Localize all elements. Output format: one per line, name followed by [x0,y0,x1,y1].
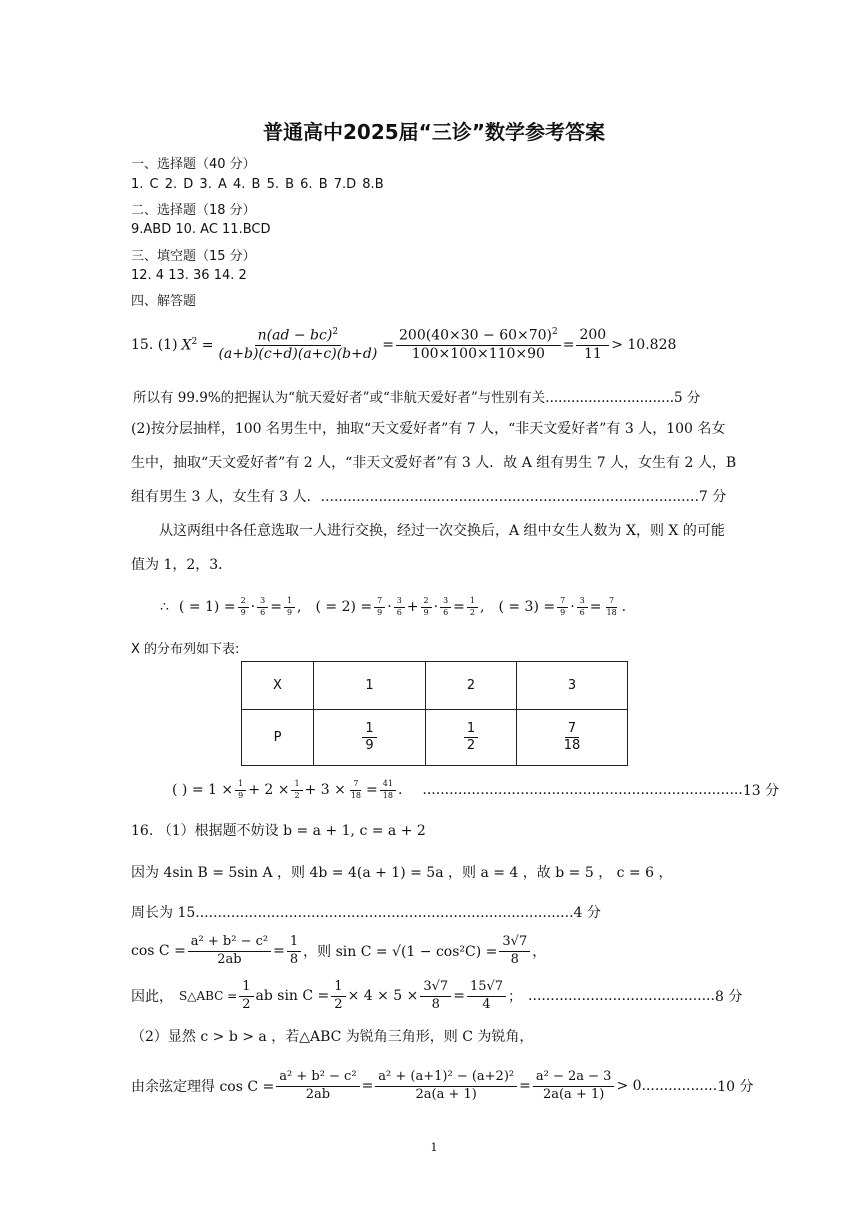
sin-value: $\frac{3√7}{8}$ [499,935,530,967]
area-half-2: $\frac{1}{2}$ [331,980,345,1012]
cos-label: cos C = [131,943,186,959]
cos-value: $\frac{1}{8}$ [287,935,301,967]
q15-calc-den: 100×100×110×90 [411,345,545,362]
expect-eq: = [366,782,378,798]
q15-expectation-line: ( ) = 1 × $\frac{1}{9}$ + 2 × $\frac{1}{2}$ + 3 × $\frac{7}{18}$ = $\frac{41}{18}$ . ........................................................................ 13 分 [172,778,780,800]
table-p-value: $\frac{1}{2}$ [426,710,517,766]
q15-result-fraction [576,328,609,362]
p1-label: ( = 1) = [178,599,236,615]
q16-line1: 16. （1）根据题不妨设 b = a + 1, c = a + 2 [131,823,426,839]
therefore-symbol: ∴ [160,599,169,615]
table-x-value: 2 [426,662,517,710]
table-row [242,662,628,710]
p2-result: $\frac{1}{2}$ [467,597,478,618]
q15-conclusion-line: 所以有 99.9%的把握认为“航天爱好者”或“非航天爱好者”与性别有关..............................5 分 [133,390,701,406]
q15-part2-paragraph: (2)按分层抽样，100 名男生中，抽取“天文爱好者”有 7 人，“非天文爱好者”有 3 人，100 名女生中，抽取“天文爱好者”有 2 人，“非天文爱好者”有 3 人．故 A 组有男生 7 人，女生有 2 人，B 组有男生 3 人，女生有 3 人．.....................................................................................7 分 [131,421,737,505]
cos-fraction: $\frac{\text{a² + b² − c²}}{2ab}$ [188,935,271,967]
expectation-label: ( ) = 1 × [172,782,234,798]
q15-formula-fraction: $\frac{n(ad - bc)^2}{(a+b)(c+d)(a+c)(b+d)}$ [218,326,378,362]
law-frac-1: $\frac{\text{a² + b² − c²}}{2ab}$ [276,1070,359,1102]
q15-probability-line: ∴ ( = 1) = $\frac{2}{9}$ · $\frac{3}{6}$ = $\frac{1}{9}$ , ( = 2) = $\frac{7}{9}$ · $\frac{3}{6}$ + $\frac{2}{9}$ · $\frac{3}{6}$ = $\frac{1}{2}$ , ( = 3) = $\frac{7}{9}$ · $\frac{3}{6}$ = $\frac{7}{18}$ . [160,595,627,617]
law-prefix: 由余弦定理得 cos C = [131,1079,275,1095]
q15-score-5: 5 分 [674,390,701,406]
section2-heading: 二、选择题（18 分） [131,203,256,218]
q15-result-num: 200 [576,328,609,345]
p2-label: ( = 2) = [315,599,373,615]
expect-frac-3: $\frac{7}{18}$ [350,778,362,800]
expect-mid1: + 2 × [248,782,290,798]
table-x-value: 3 [517,662,628,710]
q15-result-den: 11 [583,345,602,362]
table-caption: X 的分布列如下表: [131,642,240,657]
area-sin: $\frac{3√7}{8}$ [420,980,451,1012]
q16-perimeter: 周长为 15 [131,905,196,921]
q15-compare: > 10.828 [611,337,677,353]
area-mid: ab sin C = [255,988,330,1004]
q15-exchange-paragraph: 从这两组中各任意选取一人进行交换，经过一次交换后，A 组中女生人数为 X，则 X 的可能值为 1，2，3． [131,523,725,573]
table-row [242,710,628,766]
expect-result: $\frac{41}{18}$ [380,780,396,801]
law-frac-3: $\frac{\text{a² − 2a − 3}}{2a(a + 1)}$ [533,1070,615,1102]
q15-chi-square-line: 15. (1) $X^2$ = $\frac{n(ad - bc)^2}{(a+b)(c+d)(a+c)(b+d)}$ = $\frac{200(40\times 30 - 60\times 70)^2}{100\times 100\times 110\times 90}$ = $\frac{200}{11}$ > 10.828 [131,326,677,362]
p3-factor2: $\frac{3}{6}$ [577,597,588,618]
q16-score-8: 8 分 [714,989,743,1005]
section3-answers: 12. 4 13. 36 14. 2 [131,268,247,283]
q16-law-line: 由余弦定理得 cos C = $\frac{\text{a² + b² − c²}}{2ab}$ = $\frac{\text{a² + (a+1)² − (a+2)²}}{2a(a + 1)}$ = $\frac{\text{a² − 2a − 3}}{2a(a + 1)}$ > 0 ................. 10 分 [131,1069,754,1102]
area-result: $\frac{15√7}{4}$ [467,980,506,1012]
q16-score-10: 10 分 [717,1079,754,1095]
q15-formula-den: (a+b)(c+d)(a+c)(b+d) [218,345,378,362]
table-p-value: $\frac{7}{18}$ [517,710,628,766]
law-compare: > 0 [616,1078,642,1094]
section4-heading: 四、解答题 [131,294,197,309]
q15-part2-text: (2)按分层抽样，100 名男生中，抽取“天文爱好者”有 7 人，“非天文爱好者”有 3 人，100 名女生中，抽取“天文爱好者”有 2 人，“非天文爱好者”有 3 人．故 A 组有男生 7 人，女生有 2 人，B 组有男生 3 人，女生有 3 人． [131,421,737,505]
q16-perimeter-line: 周长为 15.....................................................................................4 分 [131,905,601,921]
q16-area-line: 因此， S△ABC = $\frac{1}{2}$ ab sin C = $\frac{1}{2}$ × 4 × 5 × $\frac{3√7}{8}$ = $\frac{15√7}{4}$ ； .......................................... 8 分 [131,979,743,1012]
law-frac-2: $\frac{\text{a² + (a+1)² − (a+2)²}}{2a(a + 1)}$ [375,1070,517,1102]
expect-frac-1: $\frac{1}{9}$ [235,780,246,801]
q15-calc-num: 200(40×30 − 60×70) [399,327,553,344]
table-x-value: 1 [314,662,426,710]
q15-score-13: 13 分 [742,783,780,799]
area-prefix: 因此， [131,989,173,1005]
p2-factor2: $\frac{3}{6}$ [394,597,405,618]
q15-conclusion: 所以有 99.9%的把握认为“航天爱好者”或“非航天爱好者”与性别有关 [133,390,546,406]
expect-frac-2: $\frac{1}{2}$ [291,780,302,801]
section1-heading: 一、选择题（40 分） [131,157,256,172]
p1-result: $\frac{1}{9}$ [284,597,295,618]
table-p-value: $\frac{1}{9}$ [314,710,426,766]
q16-score-4: 4 分 [573,905,601,921]
p1-factor1: $\frac{2}{9}$ [238,597,249,618]
p1-factor2: $\frac{3}{6}$ [257,597,268,618]
area-mid2: × 4 × 5 × [347,988,419,1004]
q16-part2: （2）显然 c > b > a ，若△ABC 为锐角三角形，则 C 为锐角， [131,1029,534,1045]
p2-factor3: $\frac{2}{9}$ [421,597,432,618]
q15-label: 15. (1) [131,337,178,353]
sin-text: ，则 sin C = √(1 − cos²C) = [303,944,498,960]
q15-score-7: 7 分 [698,489,727,505]
q15-formula-num: n(ad − bc) [257,327,333,344]
distribution-table [241,661,628,766]
section3-heading: 三、填空题（15 分） [131,249,256,264]
p3-factor1: $\frac{7}{9}$ [557,597,568,618]
p2-factor4: $\frac{3}{6}$ [440,597,451,618]
p3-result: $\frac{7}{18}$ [606,595,617,617]
area-label: S△ABC = [179,989,238,1003]
q16-line2: 因为 4sin B = 5sin A ，则 4b = 4(a + 1) = 5a ，则 a = 4 ，故 b = 5 ， c = 6 ， [131,865,673,881]
page-title: 普通高中2025届“三诊”数学参考答案 [263,120,605,144]
p3-label: ( = 3) = [498,599,556,615]
section2-answers: 9.ABD 10. AC 11.BCD [131,222,271,237]
q15-calc-fraction: $\frac{200(40\times 30 - 60\times 70)^2}{100\times 100\times 110\times 90}$ [396,328,561,362]
area-half: $\frac{1}{2}$ [239,980,253,1012]
expect-mid2: + 3 × [304,782,346,798]
q15-lhs: X [181,337,192,354]
table-p-label: P [242,710,314,766]
q16-cos-line: cos C = $\frac{\text{a² + b² − c²}}{2ab}$ = $\frac{1}{8}$ ，则 sin C = √(1 − cos²C) = $\frac{3√7}{8}$ ， [131,934,547,967]
table-x-label: X [242,662,314,710]
page-number: 1 [430,1141,438,1154]
p2-factor1: $\frac{7}{9}$ [374,597,385,618]
section1-answers: 1. C 2. D 3. A 4. B 5. B 6. B 7.D 8.B [131,177,384,192]
